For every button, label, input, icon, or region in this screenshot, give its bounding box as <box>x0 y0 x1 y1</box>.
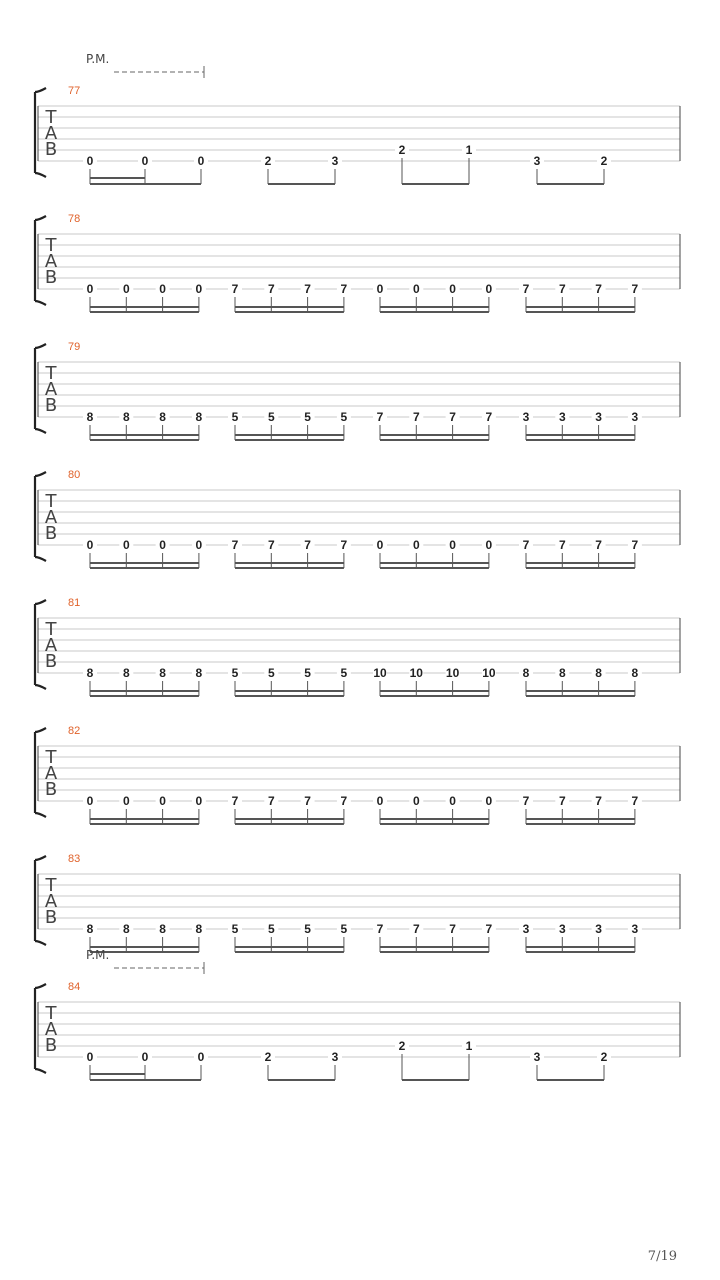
beam-secondary <box>235 306 344 308</box>
tab-clef-letter: B <box>44 267 58 288</box>
beam-secondary <box>526 562 635 564</box>
beam-secondary <box>90 1073 145 1075</box>
fret-number: 0 <box>141 154 149 168</box>
tab-system <box>35 52 680 185</box>
fret-number: 0 <box>449 282 456 296</box>
fret-number: 3 <box>631 410 639 424</box>
beam <box>235 439 344 441</box>
fret-number: 0 <box>159 794 166 808</box>
fret-number: 0 <box>485 538 493 552</box>
fret-number: 7 <box>231 538 239 552</box>
fret-number: 5 <box>231 666 239 680</box>
fret-number: 8 <box>86 666 94 680</box>
fret-number: 5 <box>340 410 348 424</box>
measure-number: 80 <box>68 469 81 481</box>
fret-number: 7 <box>304 282 311 296</box>
beam <box>380 439 489 441</box>
fret-number: 2 <box>264 154 272 168</box>
tab-system <box>35 213 680 313</box>
fret-number: 0 <box>412 538 420 552</box>
fret-number: 7 <box>376 410 384 424</box>
beam <box>380 311 489 313</box>
fret-number: 8 <box>595 666 602 680</box>
beam <box>380 823 489 825</box>
beam <box>235 695 344 697</box>
beam <box>526 439 635 441</box>
tab-system <box>35 725 680 825</box>
fret-number: 7 <box>522 794 530 808</box>
fret-number: 3 <box>522 922 530 936</box>
fret-number: 8 <box>122 922 130 936</box>
tab-clef-letter: A <box>44 763 58 784</box>
fret-number: 2 <box>398 1039 406 1053</box>
beam <box>90 823 199 825</box>
fret-number: 7 <box>522 538 530 552</box>
fret-number: 0 <box>122 538 130 552</box>
fret-number: 5 <box>304 922 311 936</box>
fret-number: 5 <box>304 666 311 680</box>
fret-number: 10 <box>409 666 423 680</box>
fret-number: 0 <box>86 154 94 168</box>
beam-secondary <box>380 434 489 436</box>
fret-number: 5 <box>340 922 348 936</box>
beam-secondary <box>90 306 199 308</box>
fret-number: 7 <box>304 794 311 808</box>
fret-number: 3 <box>533 154 541 168</box>
measure-number: 77 <box>68 85 81 97</box>
beam-secondary <box>90 690 199 692</box>
beam-secondary <box>90 434 199 436</box>
tab-clef-letter: T <box>45 107 57 128</box>
fret-number: 3 <box>595 922 602 936</box>
fret-number: 8 <box>631 666 639 680</box>
fret-number: 7 <box>631 538 639 552</box>
fret-number: 10 <box>373 666 387 680</box>
palm-mute-label: P.M. <box>86 948 110 962</box>
fret-number: 5 <box>231 922 239 936</box>
beam <box>526 695 635 697</box>
measure-number: 78 <box>68 213 81 225</box>
fret-number: 1 <box>465 1039 473 1053</box>
beam-secondary <box>90 818 199 820</box>
beam <box>402 183 469 185</box>
fret-number: 0 <box>122 282 130 296</box>
fret-number: 8 <box>159 666 166 680</box>
fret-number: 0 <box>195 282 203 296</box>
fret-number: 0 <box>485 282 493 296</box>
fret-number: 3 <box>558 410 566 424</box>
fret-number: 7 <box>340 282 348 296</box>
tab-clef-letter: B <box>44 395 58 416</box>
fret-number: 7 <box>376 922 384 936</box>
fret-number: 7 <box>231 794 239 808</box>
beam <box>526 823 635 825</box>
fret-number: 2 <box>600 1050 608 1064</box>
measure-number: 84 <box>68 981 81 993</box>
beam <box>90 1079 201 1081</box>
tab-clef-letter: B <box>44 907 58 928</box>
tab-clef-letter: T <box>45 619 57 640</box>
fret-number: 7 <box>485 922 493 936</box>
beam <box>380 951 489 953</box>
fret-number: 5 <box>267 410 275 424</box>
fret-number: 5 <box>267 666 275 680</box>
beam-secondary <box>380 306 489 308</box>
fret-number: 7 <box>631 282 639 296</box>
fret-number: 3 <box>522 410 530 424</box>
measure-number: 81 <box>68 597 81 609</box>
fret-number: 7 <box>231 282 239 296</box>
fret-number: 0 <box>86 282 94 296</box>
beam-secondary <box>235 946 344 948</box>
fret-number: 3 <box>558 922 566 936</box>
fret-number: 8 <box>159 410 166 424</box>
fret-number: 7 <box>412 922 420 936</box>
tab-clef-letter: T <box>45 235 57 256</box>
fret-number: 0 <box>412 794 420 808</box>
beam <box>235 823 344 825</box>
fret-number: 7 <box>558 538 566 552</box>
fret-number: 7 <box>340 538 348 552</box>
beam-secondary <box>380 946 489 948</box>
beam <box>380 567 489 569</box>
beam <box>537 183 604 185</box>
fret-number: 1 <box>465 143 473 157</box>
fret-number: 7 <box>595 282 602 296</box>
beam <box>526 951 635 953</box>
fret-number: 3 <box>331 1050 339 1064</box>
fret-number: 7 <box>412 410 420 424</box>
tab-system <box>35 853 680 953</box>
fret-number: 3 <box>595 410 602 424</box>
fret-number: 8 <box>86 922 94 936</box>
measure-number: 82 <box>68 725 81 737</box>
palm-mute-label: P.M. <box>86 52 110 66</box>
beam <box>235 951 344 953</box>
beam-secondary <box>526 690 635 692</box>
fret-number: 8 <box>195 922 203 936</box>
measure-number: 83 <box>68 853 81 865</box>
fret-number: 8 <box>195 666 203 680</box>
beam-secondary <box>235 562 344 564</box>
fret-number: 7 <box>449 922 456 936</box>
fret-number: 0 <box>122 794 130 808</box>
fret-number: 0 <box>141 1050 149 1064</box>
fret-number: 5 <box>267 922 275 936</box>
fret-number: 7 <box>522 282 530 296</box>
tab-system <box>35 597 680 697</box>
beam-secondary <box>526 306 635 308</box>
fret-number: 7 <box>485 410 493 424</box>
tab-clef-letter: T <box>45 491 57 512</box>
beam-secondary <box>526 818 635 820</box>
fret-number: 5 <box>304 410 311 424</box>
fret-number: 5 <box>340 666 348 680</box>
fret-number: 2 <box>264 1050 272 1064</box>
beam-secondary <box>380 690 489 692</box>
fret-number: 2 <box>398 143 406 157</box>
fret-number: 8 <box>159 922 166 936</box>
fret-number: 7 <box>304 538 311 552</box>
beam-secondary <box>526 434 635 436</box>
beam-secondary <box>380 818 489 820</box>
beam <box>526 567 635 569</box>
tab-clef-letter: B <box>44 523 58 544</box>
beam <box>235 567 344 569</box>
beam <box>90 695 199 697</box>
fret-number: 5 <box>231 410 239 424</box>
beam <box>90 183 201 185</box>
fret-number: 8 <box>122 666 130 680</box>
beam-secondary <box>235 818 344 820</box>
tab-clef-letter: A <box>44 1019 58 1040</box>
beam <box>380 695 489 697</box>
fret-number: 8 <box>195 410 203 424</box>
fret-number: 7 <box>267 794 275 808</box>
fret-number: 7 <box>449 410 456 424</box>
tab-clef-letter: T <box>45 363 57 384</box>
beam-secondary <box>235 434 344 436</box>
fret-number: 0 <box>412 282 420 296</box>
tab-clef-letter: T <box>45 1003 57 1024</box>
tab-system <box>35 341 680 441</box>
tab-clef-letter: A <box>44 635 58 656</box>
fret-number: 8 <box>122 410 130 424</box>
tab-clef-letter: B <box>44 1035 58 1056</box>
fret-number: 0 <box>197 1050 205 1064</box>
tab-clef-letter: A <box>44 123 58 144</box>
beam <box>268 183 335 185</box>
fret-number: 0 <box>485 794 493 808</box>
beam <box>537 1079 604 1081</box>
beam-secondary <box>235 690 344 692</box>
fret-number: 7 <box>340 794 348 808</box>
tab-system <box>35 948 680 1081</box>
beam <box>235 311 344 313</box>
fret-number: 2 <box>600 154 608 168</box>
fret-number: 0 <box>195 538 203 552</box>
beam-secondary <box>380 562 489 564</box>
fret-number: 7 <box>558 282 566 296</box>
fret-number: 3 <box>631 922 639 936</box>
fret-number: 0 <box>376 538 384 552</box>
fret-number: 3 <box>533 1050 541 1064</box>
fret-number: 0 <box>159 538 166 552</box>
beam <box>90 439 199 441</box>
beam <box>90 567 199 569</box>
fret-number: 7 <box>595 538 602 552</box>
tab-clef-letter: A <box>44 251 58 272</box>
page-number: 7/19 <box>647 1249 677 1264</box>
tab-clef-letter: T <box>45 875 57 896</box>
beam-secondary <box>90 177 145 179</box>
fret-number: 8 <box>522 666 530 680</box>
fret-number: 0 <box>376 794 384 808</box>
fret-number: 7 <box>631 794 639 808</box>
fret-number: 0 <box>449 538 456 552</box>
tab-clef-letter: A <box>44 379 58 400</box>
beam <box>526 311 635 313</box>
fret-number: 0 <box>449 794 456 808</box>
fret-number: 0 <box>376 282 384 296</box>
beam <box>90 311 199 313</box>
measure-number: 79 <box>68 341 81 353</box>
fret-number: 0 <box>86 794 94 808</box>
fret-number: 0 <box>86 538 94 552</box>
fret-number: 7 <box>595 794 602 808</box>
fret-number: 8 <box>558 666 566 680</box>
fret-number: 0 <box>197 154 205 168</box>
tab-clef-letter: B <box>44 779 58 800</box>
fret-number: 10 <box>482 666 496 680</box>
fret-number: 0 <box>195 794 203 808</box>
fret-number: 0 <box>159 282 166 296</box>
tab-clef-letter: B <box>44 651 58 672</box>
fret-number: 7 <box>267 282 275 296</box>
beam <box>402 1079 469 1081</box>
fret-number: 7 <box>558 794 566 808</box>
beam-secondary <box>90 562 199 564</box>
beam <box>268 1079 335 1081</box>
tab-clef-letter: A <box>44 507 58 528</box>
tab-system <box>35 469 680 569</box>
tab-clef-letter: T <box>45 747 57 768</box>
fret-number: 0 <box>86 1050 94 1064</box>
fret-number: 3 <box>331 154 339 168</box>
fret-number: 8 <box>86 410 94 424</box>
fret-number: 10 <box>445 666 460 680</box>
tab-clef-letter: A <box>44 891 58 912</box>
beam-secondary <box>526 946 635 948</box>
fret-number: 7 <box>267 538 275 552</box>
tab-clef-letter: B <box>44 139 58 160</box>
